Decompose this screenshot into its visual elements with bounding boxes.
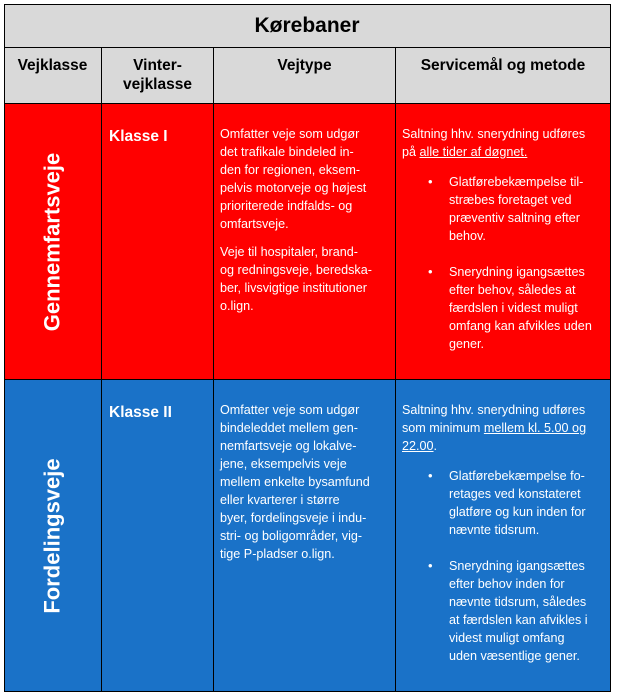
table-title	[4, 4, 611, 48]
klasse-text: Klasse I	[109, 128, 168, 145]
header-service	[396, 48, 611, 104]
korebaner-table	[4, 4, 611, 692]
header-vinter-line2: vejklasse	[123, 76, 192, 93]
klasse-cell	[102, 104, 214, 380]
header-vejtype-text: Vejtype	[277, 57, 332, 74]
list-item: • Glatførebekæmpelse til- stræbes foretaget ved præventiv saltning efter behov.	[449, 173, 606, 245]
klasse-cell	[102, 380, 214, 692]
list-item: • Snerydning igangsættes efter behov, således at færdslen i videst muligt omfang kan afvikles uden gener.	[449, 263, 606, 353]
vejtype-cell	[214, 380, 396, 692]
service-bullet-list	[402, 173, 606, 353]
header-vejklasse	[4, 48, 102, 104]
table-title-text: Kørebaner	[254, 13, 360, 37]
service-cell	[396, 104, 611, 380]
service-intro: Saltning hhv. snerydning udføres som minimum mellem kl. 5.00 og 22.00.	[402, 403, 587, 453]
vejtype-paragraph-1: Omfatter veje som udgør det trafikale bindeled in- den for regionen, eksem- pelvis motorveje og højest prioriterede indfalds- og omfartsveje.	[220, 127, 367, 231]
klasse-text: Klasse II	[109, 404, 172, 421]
row-label-text: Fordelingsveje	[39, 457, 65, 614]
vejtype-cell	[214, 104, 396, 380]
header-vejklasse-text: Vejklasse	[17, 57, 88, 74]
service-bullet-list	[402, 467, 606, 665]
header-vinter-line1: Vinter-	[133, 57, 182, 74]
vejtype-paragraph-1: Omfatter veje som udgør bindeleddet mellem gen- nemfartsveje og lokalve- jene, eksempelvis veje mellem enkelte bysamfund eller kvarterer i større byer, fordelingsveje i indu- stri- og boligområder, vig- tige P-pladser o.lign.	[220, 403, 370, 561]
row-label-fordelingsveje	[4, 380, 102, 692]
vejtype-paragraph-2: Veje til hospitaler, brand- og redningsveje, beredska- ber, livsvigtige institutioner o.lign.	[220, 245, 372, 313]
service-cell	[396, 380, 611, 692]
header-vintervejklasse	[102, 48, 214, 104]
row-label-text: Gennemfartsveje	[39, 152, 65, 331]
list-item: • Snerydning igangsættes efter behov inden for nævnte tidsrum, således at færdslen kan afvikles i videst muligt omfang uden væsentlige gener.	[449, 557, 606, 665]
list-item: • Glatførebekæmpelse fo- retages ved konstateret glatføre og kun inden for nævnte tidsrum.	[449, 467, 606, 539]
row-label-gennemfartsveje	[4, 104, 102, 380]
header-service-text: Servicemål og metode	[420, 57, 586, 74]
service-intro: Saltning hhv. snerydning udføres på alle tider af døgnet.	[402, 127, 586, 159]
header-vejtype	[214, 48, 396, 104]
